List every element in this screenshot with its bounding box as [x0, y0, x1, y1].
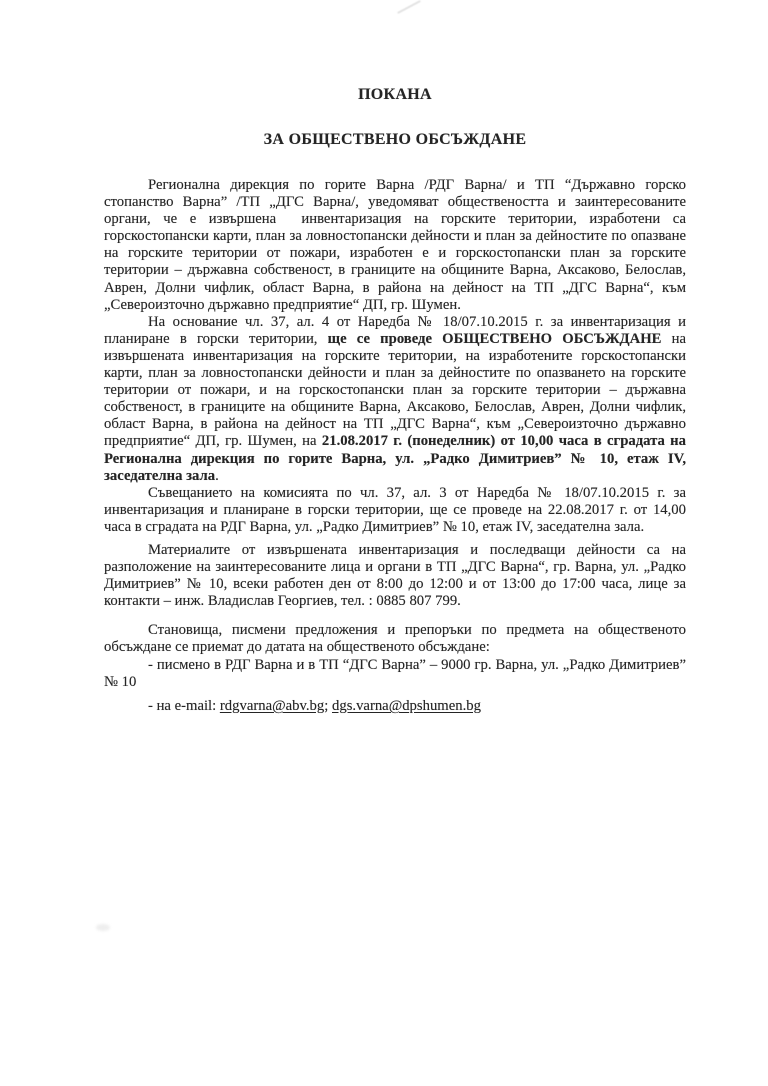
legal-basis-middle-text: на извършената инвентаризация на горските територии, на изработените горскостопански карти, план за ловностопански дейности и план за дейностите по опазването на горските територии от пожари, и на горскостопански план за горските територии – държавна собственост, в границите на общините Варна, Аксаково, Белослав, Аврен, Долни чифлик, област Варна, в района на дейност на ТП „ДГС Варна“, към „Североизточно държавно предприятие“ ДП, гр. Шумен, на — [104, 330, 686, 450]
scan-artifact-top — [397, 0, 421, 14]
paragraph-commission-meeting — [104, 485, 686, 536]
email-link-dgs-varna[interactable]: dgs.varna@dpshumen.bg — [332, 697, 481, 714]
paragraph-legal-basis — [104, 314, 686, 485]
legal-basis-lead-text: На основание чл. 37, ал. 4 от Наредба № 18/07.10.2015 г. за инвентаризация и планиране в горски територии, — [104, 313, 686, 347]
paragraph-announcement-text: Регионална дирекция по горите Варна /РДГ Варна/ и ТП “Държавно горско стопанство Варна” /ТП „ДГС Варна/, уведомяват обществеността и заинтересованите органи, че е извършена инвентаризация на горските територии, изработени са горскостопански карти, план за ловностопански дейности и план за дейностите по опазване на горските територии от пожари, изработен е и горскостопански план за горските територии – държавна собственост, в границите на общините Варна, Аксаково, Белослав, Аврен, Долни чифлик, област Варна, в района на дейност на ТП „ДГС Варна“, към „Североизточно държавно предприятие“ ДП, гр. Шумен. — [104, 177, 686, 313]
paragraph-email-item — [104, 698, 686, 715]
paragraph-announcement — [104, 177, 686, 314]
scan-artifact-smudge — [96, 924, 110, 931]
paragraph-materials — [104, 542, 686, 610]
document-subtitle: ЗА ОБЩЕСТВЕНО ОБСЪЖДАНЕ — [263, 131, 527, 148]
written-submission-item-text: - писмено в РДГ Варна и в ТП “ДГС Варна” – 9000 гр. Варна, ул. „Радко Димитриев” № 10 — [104, 656, 686, 690]
document-body — [104, 86, 686, 715]
email-link-rdgvarna[interactable]: rdgvarna@abv.bg — [219, 697, 325, 714]
email-separator-text: ; — [324, 697, 332, 714]
document-title: ПОКАНА — [358, 86, 432, 103]
paragraph-opinions-intro-text: Становища, писмени предложения и препоръки по предмета на общественото обсъждане се приемат до датата на общественото обсъждане: — [104, 622, 686, 656]
paragraph-written-submission-item — [104, 657, 686, 691]
paragraph-commission-meeting-text: Съвещанието на комисията по чл. 37, ал. 3 от Наредба № 18/07.10.2015 г. за инвентаризация и планиране в горски територии, ще се проведе на 22.08.2017 г. от 14,00 часа в сградата на РДГ Варна, ул. „Радко Димитриев” № 10, етаж IV, заседателна зала. — [104, 484, 686, 535]
paragraph-opinions-intro — [104, 622, 686, 656]
legal-basis-period: . — [215, 467, 219, 484]
email-item-prefix-text: - на e-mail: — [148, 697, 220, 714]
meeting-datetime-bold-text: 21.08.2017 г. (понеделник) от 10,00 часа в сградата на Регионална дирекция по горите Варна, ул. „Радко Димитриев” № 10, етаж IV, заседателна зала — [104, 433, 686, 484]
paragraph-materials-text: Материалите от извършената инвентаризация и последващи дейности са на разположение на заинтересованите лица и органи в ТП „ДГС Варна“, гр. Варна, ул. „Радко Димитриев” № 10, всеки работен ден от 8:00 до 12:00 и от 13:00 до 17:00 часа, лице за контакти – инж. Владислав Георгиев, тел. : 0885 807 799. — [104, 541, 686, 610]
public-discussion-bold-text: ще се проведе ОБЩЕСТВЕНО ОБСЪЖДАНЕ — [327, 330, 662, 347]
